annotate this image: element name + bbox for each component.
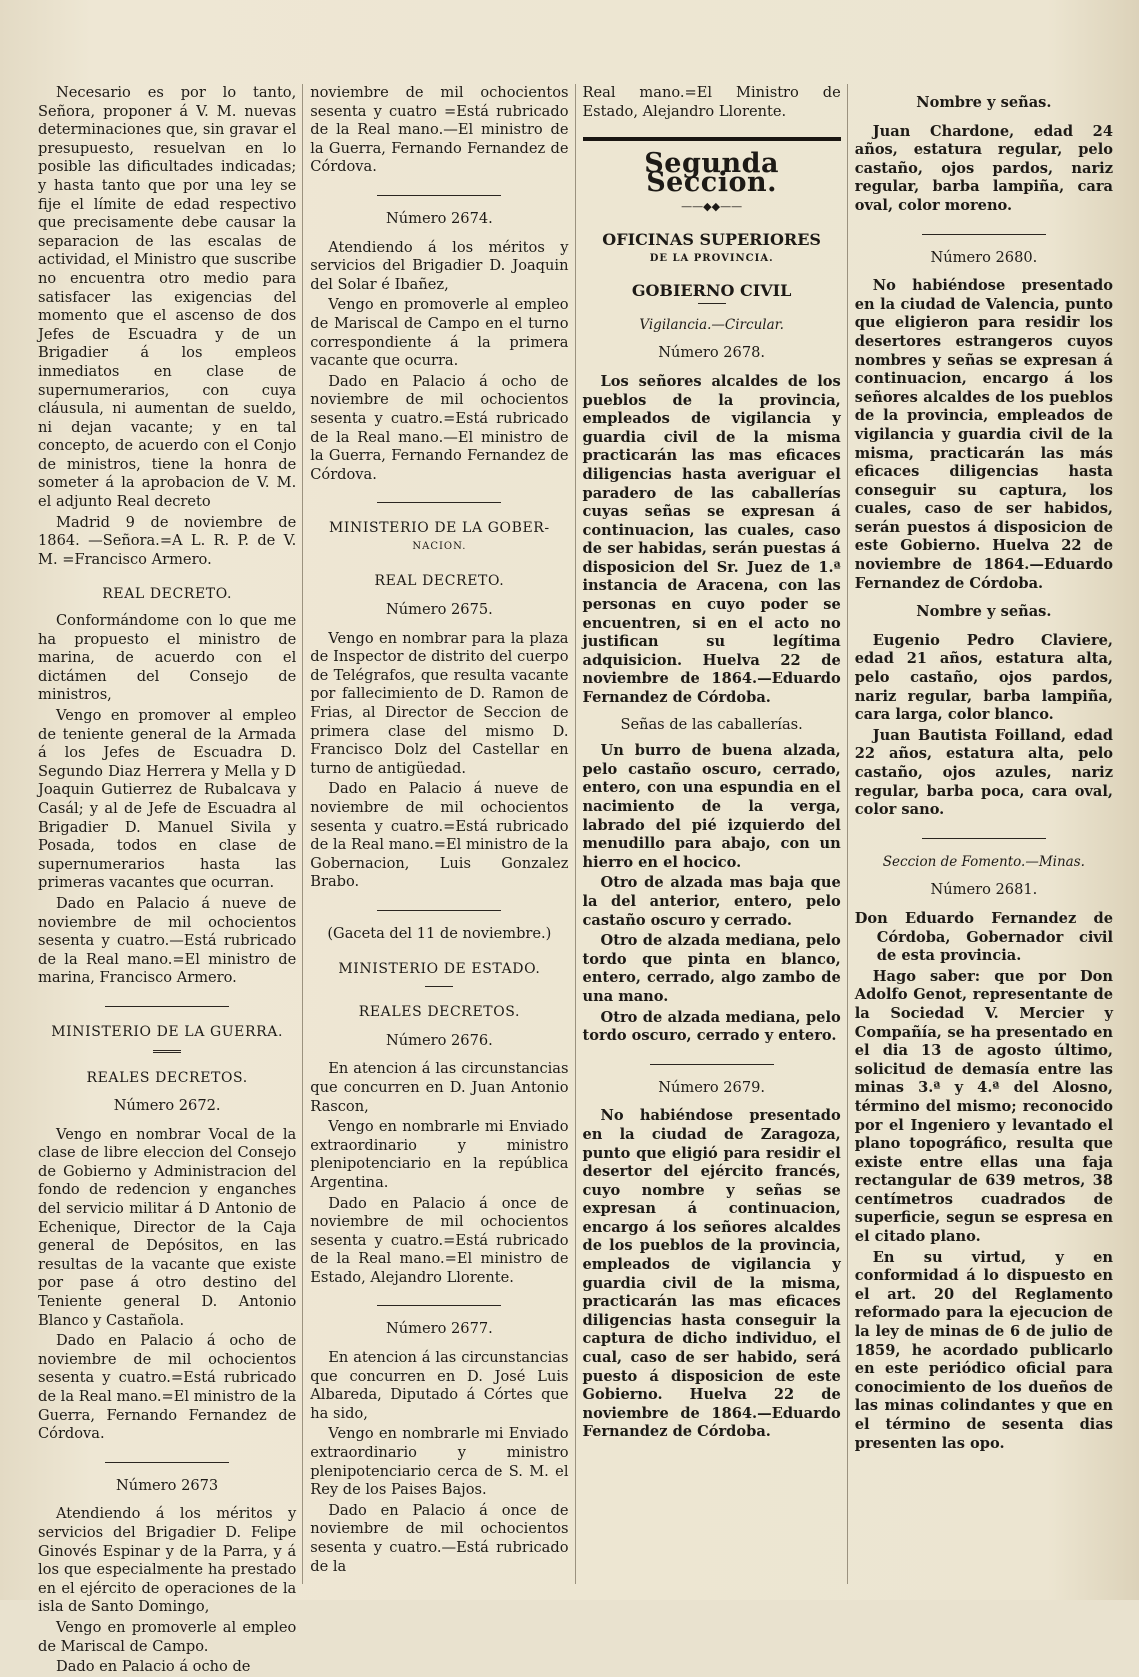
paragraph: Un burro de buena alzada, pelo castaño oscuro, cerrado, entero, con una espundia en el nacimiento de la verga, labrado del pié izquierdo del menudillo para abajo, con un hierro en el hocico.	[582, 742, 841, 871]
decree-number: Número 2675.	[385, 601, 493, 619]
gaceta-note: (Gaceta del 11 de noviembre.)	[327, 924, 552, 942]
column-3	[583, 84, 841, 1584]
divider	[377, 1305, 501, 1306]
decree-number: Número 2676.	[385, 1031, 493, 1049]
gobierno-heading: GOBIERNO CIVIL	[631, 281, 792, 301]
column-1	[38, 84, 297, 1676]
decree-number: Número 2677.	[385, 1320, 493, 1338]
divider	[105, 1006, 229, 1007]
paragraph: Real mano.=El Ministro de Estado, Alejandro Llorente.	[582, 84, 841, 120]
ministry-heading-line1: MINISTERIO DE LA GOBER-	[328, 520, 550, 537]
paragraph: Necesario es por lo tanto, Señora, proponer á V. M. nuevas determinaciones que, sin gravar el presupuesto, resuelvan en lo posible las dificultades indicadas; y hasta tanto que por una ley se fije el límite de edad respectivo que precisamente debe causar la separacion de las escalas de actividad, el Ministro que suscribe no encuentra otro medio para satisfacer las exigencias del momento que el ascenso de dos Jefes de Escuadra y de un Brigadier á los empleos inmediatos en clase de supernumerarios, con cuya cláusula, ni aumentan de sueldo, ni dejan vacante; y en tal concepto, de acuerdo con el Conjo de ministros, tiene la honra de someter á la aprobacion de V. M. el adjunto Real decreto	[38, 84, 297, 511]
bold-notice	[583, 742, 841, 1046]
paragraph: Vengo en promoverle al empleo de Mariscal de Campo.	[38, 1618, 297, 1655]
paragraph: En atencion á las circunstancias que concurren en D. José Luis Albareda, Diputado á Córtes que ha sido,	[310, 1349, 569, 1422]
decree-number: Número 2678.	[658, 344, 766, 362]
bold-notice	[583, 1107, 841, 1442]
paragraph: noviembre de mil ochocientos sesenta y cuatro =Está rubricado de la Real mano.—El ministro de la Guerra, Fernando Fernandez de Córdova.	[310, 84, 569, 176]
divider	[153, 1050, 181, 1053]
paragraph: Dado en Palacio á ocho de noviembre de mil ochocientos sesenta y cuatro.=Está rubricado de la Real mano.—El ministro de la Guerra, Fernando Fernandez de Córdova.	[310, 372, 569, 483]
divider	[922, 838, 1046, 839]
paragraph: Dado en Palacio á nueve de noviembre de mil ochocientos sesenta y cuatro.=Está rubricado de la Real mano.=El ministro de la Gobernacion, Luis Gonzalez Brabo.	[310, 780, 569, 891]
paragraph: Madrid 9 de noviembre de 1864. —Señora.=A L. R. P. de V. M. =Francisco Armero.	[38, 513, 297, 568]
section-title: Segunda Seccion.	[644, 148, 779, 198]
subheading: Nombre y señas.	[916, 94, 1052, 111]
decree-number: Número 2681.	[930, 881, 1038, 899]
decree-number: Número 2679.	[658, 1078, 766, 1096]
divider	[922, 234, 1046, 235]
section-heading: REAL DECRETO.	[102, 586, 233, 603]
ministry-heading-line2: NACION.	[412, 540, 467, 552]
paragraph: Dado en Palacio á nueve de noviembre de mil ochocientos sesenta y cuatro.—Está rubricado de la Real mano.=El ministro de marina, Francisco Armero.	[38, 894, 297, 987]
divider	[377, 910, 501, 911]
divider	[105, 1462, 229, 1463]
section-heading: REAL DECRETO.	[374, 573, 505, 590]
divider	[650, 1064, 774, 1065]
paragraph: Dado en Palacio á ocho de noviembre de mil ochocientos sesenta y cuatro.=Está rubricado de la Real mano.=El ministro de la Guerra, Fernando Fernandez de Córdova.	[38, 1332, 297, 1443]
divider	[425, 986, 453, 987]
paragraph: Juan Bautista Foilland, edad 22 años, estatura alta, pelo castaño, ojos azules, nariz regular, barba poca, cara oval, color sano.	[854, 726, 1113, 819]
circular-label: Vigilancia.—Circular.	[639, 316, 784, 333]
ministry-heading	[310, 519, 568, 556]
decree-number: Número 2672.	[113, 1097, 221, 1115]
bold-notice	[855, 277, 1113, 593]
paragraph: Vengo en nombrarle mi Enviado extraordinario y ministro plenipotenciario cerca de S. M. el Rey de los Paises Bajos.	[310, 1425, 569, 1499]
office-heading: OFICINAS SUPERIORES	[602, 229, 821, 249]
divider	[583, 137, 841, 141]
paragraph: Atendiendo á los méritos y servicios del Brigadier D. Felipe Ginovés Espinar y de la Parra, y á los que especialmente ha prestado en el ejército de operaciones de la isla de Santo Domingo,	[38, 1505, 297, 1616]
decree-number: Número 2674.	[385, 209, 493, 227]
paragraph: Los señores alcaldes de los pueblos de la provincia, empleados de vigilancia y guardia civil de la misma practicarán las mas eficaces diligencias hasta averiguar el paradero de las caballerías cuyas señas se expresan á continuacion, las cuales, caso de ser habidas, serán puestas á disposicion del Sr. Juez de 1.ª instancia de Aracena, con las personas en cuyo poder se encuentren, si en el acto no justifican su legítima adquisicion. Huelva 22 de noviembre de 1864.—Eduardo Fernandez de Córdoba.	[582, 372, 841, 707]
divider	[698, 303, 726, 304]
bold-notice	[855, 910, 1113, 966]
paragraph: Otro de alzada mediana, pelo tordo que pinta en blanco, entero, cerrado, algo zambo de una mano.	[582, 932, 841, 1005]
ornament-divider: ——◆◆——	[681, 200, 743, 214]
paragraph: No habiéndose presentado en la ciudad de Zaragoza, punto que eligió para residir el desertor del ejército francés, cuyo nombre y señas se expresan á continuacion, encargo á los señores alcaldes de los pueblos de la provincia, empleados de vigilancia y guardia civil de la misma, practicarán las mas eficaces diligencias hasta conseguir la captura de dicho individuo, el cual, caso de ser habido, será puesto á disposicion de este Gobierno. Huelva 22 de noviembre de 1864.—Eduardo Fernandez de Córdoba.	[582, 1107, 841, 1441]
bold-notice	[855, 123, 1113, 216]
subheading: Nombre y señas.	[916, 603, 1052, 621]
paragraph: Hago saber: que por Don Adolfo Genot, representante de la Sociedad V. Mercier y Compañía, se ha presentado en el dia 13 de agosto último, solicitud de demasía entre las minas 3.ª y 4.ª del Alosno, término del mismo; reconocido por el Ingeniero y levantado el plano topográfico, resulta que existe entre ellas una faja rectangular de 639 metros, 38 centímetros cuadrados de superficie, segun se espresa en el citado plano.	[854, 967, 1113, 1246]
section-heading: REALES DECRETOS.	[86, 1069, 248, 1086]
ministry-heading: MINISTERIO DE LA GUERRA.	[51, 1023, 284, 1040]
paragraph: Vengo en nombrarle mi Enviado extraordinario y ministro plenipotenciario en la república Argentina.	[310, 1118, 569, 1191]
paragraph: En su virtud, y en conformidad á lo dispuesto en el art. 20 del Reglamento reformado para la ejecucion de la ley de minas de 6 de julio de 1859, he acordado publicarlo en este periódico oficial para conocimiento de los dueños de las minas colindantes y que en el término de sesenta dias presenten las opo.	[854, 1248, 1113, 1452]
section-label: Seccion de Fomento.—Minas.	[882, 853, 1085, 870]
ministry-heading: MINISTERIO DE ESTADO.	[338, 960, 541, 977]
paragraph: Eugenio Pedro Claviere, edad 21 años, estatura alta, pelo castaño, ojos pardos, nariz regular, barba lampiña, cara larga, color blanco.	[854, 631, 1113, 724]
office-subheading: DE LA PROVINCIA.	[649, 252, 774, 264]
divider	[377, 195, 501, 196]
bold-notice	[855, 968, 1113, 1453]
columns	[38, 84, 1113, 1676]
paragraph: Otro de alzada mediana, pelo tordo oscuro, cerrado y entero.	[582, 1008, 841, 1045]
paragraph: Otro de alzada mas baja que la del anterior, entero, pelo castaño oscuro y cerrado.	[582, 874, 841, 929]
paragraph: Dado en Palacio á ocho de	[56, 1658, 251, 1676]
paragraph: Dado en Palacio á once de noviembre de mil ochocientos sesenta y cuatro.=Está rubricado de la Real mano.=El ministro de Estado, Alejandro Llorente.	[310, 1194, 569, 1286]
paragraph: Atendiendo á los méritos y servicios del Brigadier D. Joaquin del Solar é Ibañez,	[310, 238, 569, 293]
column-2	[310, 84, 568, 1584]
subheading: Señas de las caballerías.	[620, 715, 803, 733]
bold-notice	[855, 632, 1113, 820]
column-4	[855, 84, 1113, 1584]
paragraph: En atencion á las circunstancias que concurren en D. Juan Antonio Rascon,	[310, 1060, 569, 1115]
paragraph: Dado en Palacio á once de noviembre de mil ochocientos sesenta y cuatro.—Está rubricado de la	[310, 1501, 569, 1575]
paragraph: Vengo en nombrar para la plaza de Inspector de distrito del cuerpo de Telégrafos, que resulta vacante por fallecimiento de D. Ramon de Frias, al Director de Seccion de primera clase del mismo D. Francisco Dolz del Castellar en turno de antigüedad.	[310, 629, 569, 777]
section-heading: REALES DECRETOS.	[358, 1004, 521, 1021]
paragraph: Don Eduardo Fernandez de Córdoba, Gobernador civil de esta provincia.	[854, 909, 1113, 965]
divider	[377, 502, 501, 503]
paragraph: No habiéndose presentado en la ciudad de Valencia, punto que eligieron para residir los desertores estrangeros cuyos nombres y señas se expresan á continuacion, encargo á los señores alcaldes de los pueblos de la provincia, empleados de vigilancia y guardia civil de la misma, practicarán las más eficaces diligencias hasta conseguir su captura, los cuales, caso de ser habidos, serán puestos á disposicion de este Gobierno. Huelva 22 de noviembre de 1864.—Eduardo Fernandez de Córdoba.	[854, 277, 1113, 592]
bold-notice	[583, 373, 841, 708]
paragraph: Conformándome con lo que me ha propuesto el ministro de marina, de acuerdo con el dictámen del Consejo de ministros,	[38, 612, 297, 704]
paragraph: Vengo en promoverle al empleo de Mariscal de Campo en el turno correspondiente á la primera vacante que ocurra.	[310, 296, 569, 370]
paragraph: Juan Chardone, edad 24 años, estatura regular, pelo castaño, ojos pardos, nariz regular, barba lampiña, cara oval, color moreno.	[854, 122, 1113, 214]
decree-number: Número 2673	[116, 1476, 219, 1494]
paragraph: Vengo en nombrar Vocal de la clase de libre eleccion del Consejo de Gobierno y Administracion del fondo de redencion y enganches del servicio militar á D Antonio de Echenique, Director de la Caja general de Depósitos, en las resultas de la vacante que existe por pase á otro destino del Teniente general D. Antonio Blanco y Castañola.	[38, 1125, 297, 1329]
decree-number: Número 2680.	[930, 248, 1038, 266]
paragraph: Vengo en promover al empleo de teniente general de la Armada á los Jefes de Escuadra D. Segundo Diaz Herrera y Mella y D Joaquin Gutierrez de Rubalcava y Casál; y al de Jefe de Escuadra al Brigadier D. Manuel Sivila y Posada, todos en clase de supernumerarios hasta las primeras vacantes que ocurran.	[38, 707, 297, 892]
